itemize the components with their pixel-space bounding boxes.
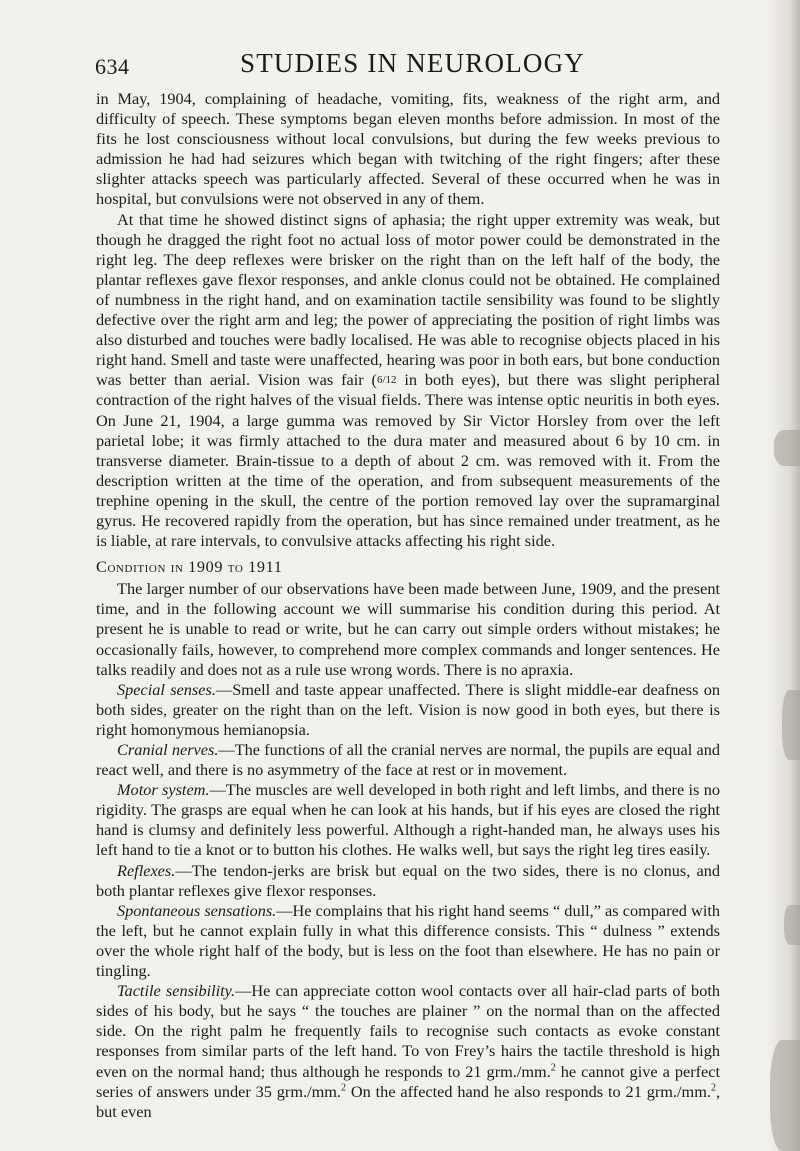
subheading: Special senses. bbox=[117, 679, 216, 699]
paragraph-text: —Smell and taste appear unaffected. There is slight middle-ear deafness on both sides, greater on the right than on the left. Vision is now good in both eyes, but there is right homonymous hemianopsia. bbox=[96, 679, 720, 739]
subheading: Spontaneous sensations. bbox=[117, 900, 277, 920]
subheading: Reflexes. bbox=[117, 860, 176, 880]
subheading: Cranial nerves. bbox=[117, 740, 219, 759]
paragraph bbox=[96, 780, 720, 860]
paragraph-text: in both eyes), but there was slight peripheral contraction of the right halves of the visual fields. There was intense optic neuritis in both eyes. On June 21, 1904, a large gumma was removed by Sir Victor Horsley from over the left parietal lobe; it was firmly attached to the dura mater and measured about 6 by 10 cm. in transverse diameter. Brain-tissue to a depth of about 2 cm. was removed with it. From the description written at the time of the operation, and from subsequent measurements of the trephine opening in the skull, the centre of the portion removed lay over the supramarginal gyrus. He recovered rapidly from the operation, but has since remained under treatment, as he is liable, at rare intervals, to convulsive attacks affecting his right side. bbox=[96, 370, 721, 551]
superscript: 2 bbox=[550, 1062, 556, 1074]
paragraph bbox=[96, 740, 720, 780]
paragraph bbox=[96, 901, 720, 981]
section-heading: Condition in 1909 to 1911 bbox=[96, 557, 283, 577]
paragraph-text: At that time he showed distinct signs of aphasia; the right upper extremity was weak, but though he dragged the right foot no actual loss of motor power could be demonstrated in the right leg. The deep reflexes were brisker on the right than on the left half of the body, the plantar reflexes gave flexor responses, and ankle clonus could not be obtained. He complained of numbness in the right hand, and on examination tactile sensibility was found to be slightly defective over the right arm and leg; the power of appreciating the position of right limbs was also disturbed and touches were badly localised. He was able to recognise objects placed in his right hand. Smell and taste were unaffected, hearing was poor in both ears, but bone conduction was better than aerial. Vision was fair ( bbox=[96, 209, 720, 390]
page-edge-blot bbox=[770, 1040, 800, 1151]
paragraph bbox=[96, 210, 720, 552]
paragraph-text: , but even bbox=[96, 1081, 721, 1121]
subheading: Motor system. bbox=[117, 780, 210, 800]
page-edge-blot bbox=[774, 430, 800, 466]
page-number: 634 bbox=[95, 54, 130, 79]
page-edge-blot bbox=[782, 690, 800, 760]
page-edge-blot bbox=[784, 905, 800, 945]
body-text bbox=[96, 89, 720, 1122]
superscript: 2 bbox=[710, 1082, 716, 1094]
running-title: STUDIES IN NEUROLOGY bbox=[240, 48, 585, 78]
subheading: Tactile sensibility. bbox=[117, 981, 236, 1001]
paragraph-text: he cannot give a perfect series of answers under 35 grm./mm. bbox=[96, 1061, 721, 1101]
page-header bbox=[95, 48, 720, 82]
paragraph-text: —The functions of all the cranial nerves are normal, the pupils are equal and react well, and there is no asymmetry of the face at rest or in movement. bbox=[96, 740, 720, 780]
paragraph: in May, 1904, complaining of headache, vomiting, fits, weakness of the right arm, and difficulty of speech. These symptoms began eleven months before admission. In most of the fits he lost consciousness without local convulsions, but during the few weeks previous to admission he had had seizures which began with twitching of the right fingers; after these slighter attacks speech was particularly affected. Several of these occurred when he was in hospital, but convulsions were not observed in any of them. bbox=[96, 89, 720, 209]
superscript: 2 bbox=[341, 1082, 347, 1094]
paragraph: The larger number of our observations have been made between June, 1909, and the present time, and in the following account we will summarise his condition during this period. At present he is unable to read or write, but he can carry out simple orders without mistakes; he occasionally fails, however, to comprehend more complex commands and longer sentences. He talks readily and does not as a rule use wrong words. There is no apraxia. bbox=[96, 579, 720, 679]
paragraph bbox=[96, 680, 720, 740]
page-edge-shadow bbox=[766, 0, 800, 1151]
paragraph-text: —The tendon-jerks are brisk but equal on the two sides, there is no clonus, and both plantar reflexes give flexor responses. bbox=[96, 860, 720, 900]
fraction: 6/12 bbox=[376, 374, 397, 387]
paragraph-text: On the affected hand he also responds to 21 grm./mm. bbox=[346, 1081, 711, 1101]
paragraph bbox=[96, 861, 720, 901]
paragraph-text: —He complains that his right hand seems “ dull,” as compared with the left, but he cannot explain fully in what this difference consists. This “ dulness ” extends over the whole right half of the body, but is less on the foot than elsewhere. He has no pain or tingling. bbox=[96, 900, 721, 981]
paragraph-text: —He can appreciate cotton wool contacts over all hair-clad parts of both sides of his body, but he says “ the touches are plainer ” on the normal than on the affected side. On the right palm he frequently fails to recognise such contacts as evoke constant responses from similar parts of the left hand. To von Frey’s hairs the tactile threshold is high even on the normal hand; thus although he responds to 21 grm./mm. bbox=[96, 981, 720, 1081]
paragraph bbox=[96, 981, 720, 1122]
paragraph-text: —The muscles are well developed in both right and left limbs, and there is no rigidity. The grasps are equal when he can look at his hands, but if his eyes are closed the right hand is clumsy and definitely less powerful. Although a right-handed man, he always uses his left hand to tie a knot or to button his clothes. He walks well, but says the right leg tires easily. bbox=[96, 780, 720, 860]
